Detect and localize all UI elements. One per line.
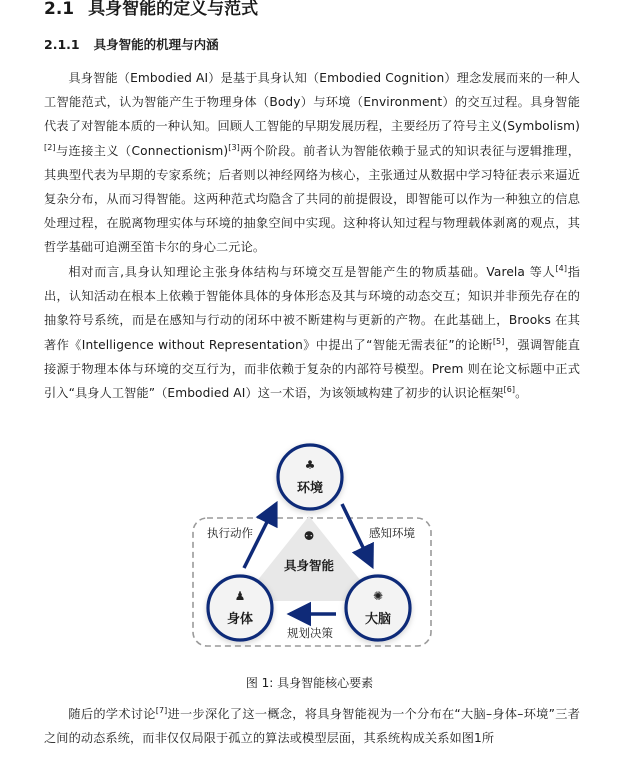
paragraph-text: 具身智能（Embodied AI）是基于具身认知（Embodied Cognition）理念发展而来的一种人工智能范式，认为智能产生于物理身体（Body）与环境（Environment）的交互过程。具身智能代表了对智能本质的一种认知。回顾人工智能的早期发展历程，主要经历了符号主义(Symbolism) xyxy=(44,71,580,134)
citation-link[interactable]: [3] xyxy=(228,142,240,152)
citation-link[interactable]: [5] xyxy=(492,336,505,346)
citation-link[interactable]: [7] xyxy=(155,706,168,715)
brain-icon: ✺ xyxy=(372,589,384,603)
section-number: 2.1 xyxy=(44,0,75,19)
figure-caption: 图 1: 具身智能核心要素 xyxy=(245,676,374,690)
section-heading xyxy=(44,0,258,21)
citation-link[interactable]: [2] xyxy=(44,142,56,152)
paragraph-text: 随后的学术讨论 xyxy=(68,707,156,721)
paragraph-embodied-cognition xyxy=(44,260,580,405)
robot-icon: ♟ xyxy=(234,589,246,603)
edge-label-planning: 规划决策 xyxy=(287,626,333,640)
paragraph-text: 相对而言,具身认知理论主张身体结构与环境交互是智能产生的物质基础。Varela 等人 xyxy=(68,265,556,279)
center-label: 具身智能 xyxy=(283,558,335,573)
paragraph-text: ，强调智能直接源于物理本体与环境的交互行为，而非依赖于复杂的内部符号模型。Prem 则在论文标题中正式引入“具身人工智能”（Embodied AI）这一术语，为该领域构建了初步的认识论框架 xyxy=(44,337,580,401)
node-environment xyxy=(278,445,342,509)
subsection-number: 2.1.1 xyxy=(44,37,80,52)
subsection-heading xyxy=(44,36,219,54)
node-body-label: 身体 xyxy=(226,612,254,627)
paragraph-text: 。 xyxy=(515,386,528,401)
paragraph-distributed-system xyxy=(44,702,580,750)
edge-label-perception: 感知环境 xyxy=(369,526,415,540)
subsection-title: 具身智能的机理与内涵 xyxy=(93,37,219,52)
paragraph-text: 与连接主义（Connectionism) xyxy=(55,143,229,158)
figure-core-elements xyxy=(0,436,619,696)
paragraph-embodied-ai-definition xyxy=(44,66,580,260)
edge-label-action: 执行动作 xyxy=(207,526,253,540)
node-body xyxy=(208,576,272,640)
arrow-perceive-environment xyxy=(342,504,372,566)
paragraph-text: 指出，认知活动在根本上依赖于智能体具体的身体形态及其与环境的动态交互；知识并非预先存在的抽象符号系统，而是在感知与行动的闭环中被不断建构与更新的产物。在此基础上，Brooks 在其著作《Intelligence without Representation》中提出了“智能无需表征”的论断 xyxy=(44,265,580,352)
tree-icon: ♣ xyxy=(304,458,316,472)
node-brain-label: 大脑 xyxy=(364,612,392,627)
citation-link[interactable]: [4] xyxy=(555,264,568,273)
section-title: 具身智能的定义与范式 xyxy=(88,0,259,19)
node-environment-label: 环境 xyxy=(296,481,324,496)
node-brain xyxy=(346,576,410,640)
brain-center-icon: ⚉ xyxy=(303,529,315,543)
citation-link[interactable]: [6] xyxy=(503,385,516,395)
paragraph-text: 两个阶段。前者认为智能依赖于显式的知识表征与逻辑推理，其典型代表为早期的专家系统；后者则以神经网络为核心，主张通过从数据中学习特征表示来逼近复杂分布，从而习得智能。这两种范式均隐含了共同的前提假设，即智能可以作为一种独立的信息处理过程，在脱离物理实体与环境的抽象空间中实现。这种将认知过程与物理载体剥离的观点，其哲学基础可追溯至笛卡尔的身心二元论。 xyxy=(44,143,580,255)
core-elements-diagram xyxy=(0,436,619,696)
paragraph-text: 进一步深化了这一概念，将具身智能视为一个分布在“大脑–身体–环境”三者之间的动态系统，而非仅仅局限于孤立的算法或模型层面，其系统构成关系如图1所 xyxy=(44,707,580,746)
